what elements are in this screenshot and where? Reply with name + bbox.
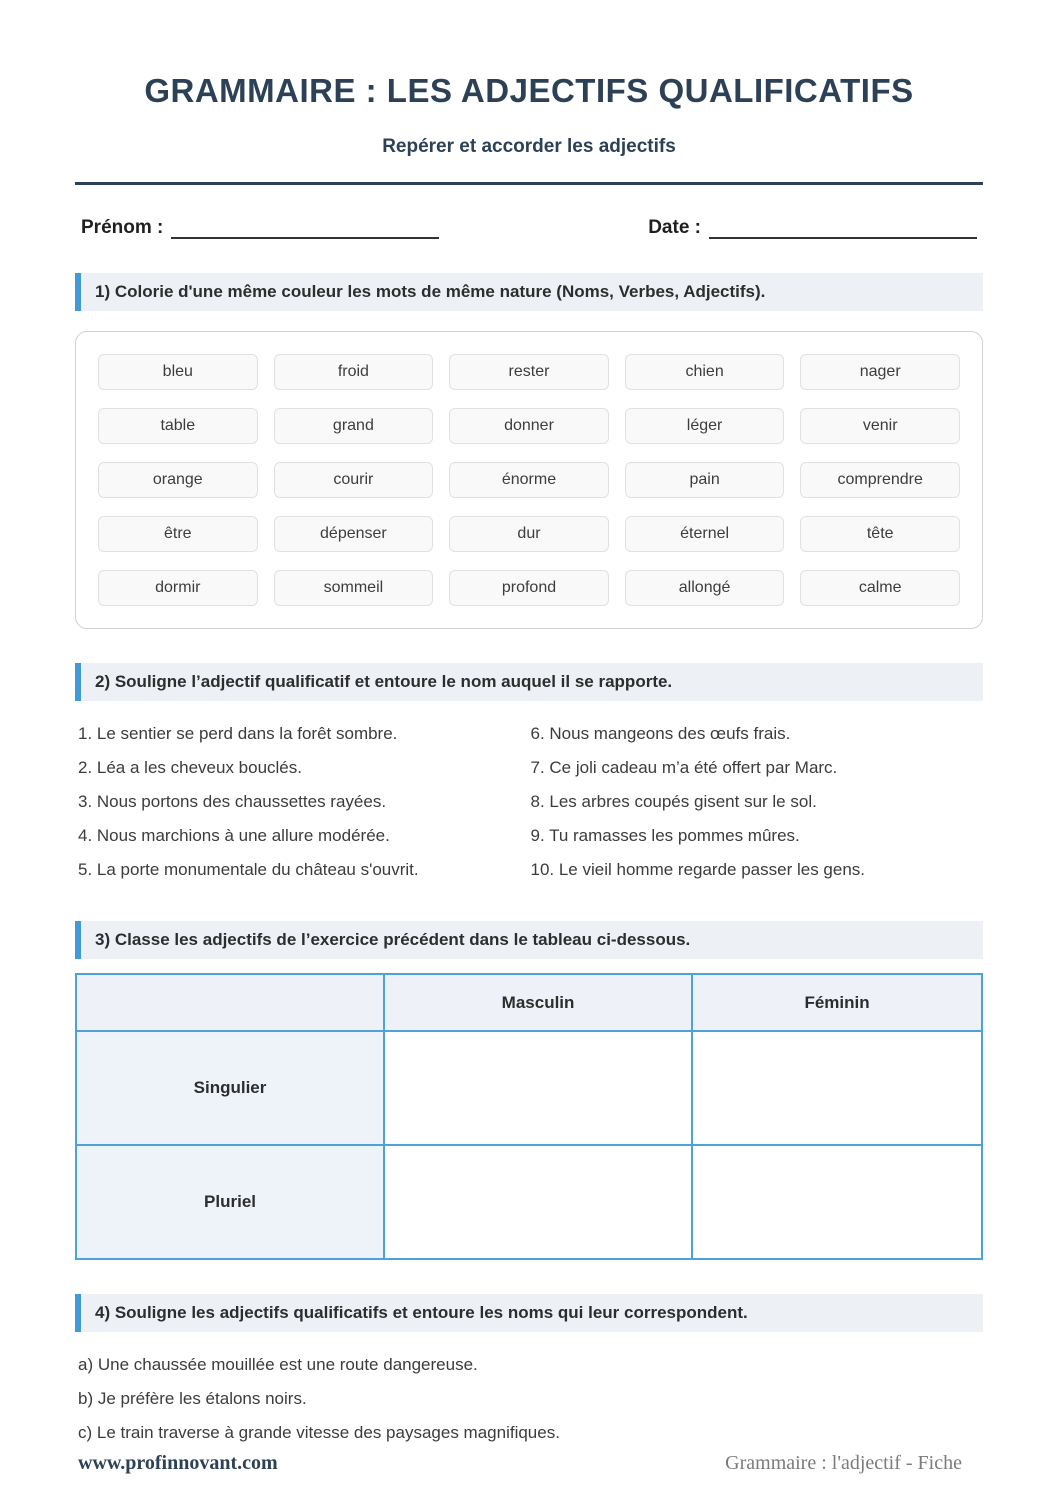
sentence: 7. Ce joli cadeau m’a été offert par Marc. <box>530 758 838 777</box>
identity-fields <box>75 217 983 239</box>
word-chip[interactable]: être <box>98 516 258 552</box>
exercise-2-sentences <box>75 717 983 887</box>
cell-singulier-feminin[interactable] <box>692 1031 982 1145</box>
exercise-1-heading: 1) Colorie d'une même couleur les mots de même nature (Noms, Verbes, Adjectifs). <box>75 273 983 311</box>
table-header-row <box>76 974 982 1031</box>
word-chip[interactable]: léger <box>625 408 785 444</box>
exercise-2-heading: 2) Souligne l’adjectif qualificatif et entoure le nom auquel il se rapporte. <box>75 663 983 701</box>
footer-website: www.profinnovant.com <box>78 1452 278 1474</box>
sentence-column-right <box>531 717 984 887</box>
page-footer <box>0 1452 1058 1497</box>
word-chip[interactable]: dépenser <box>274 516 434 552</box>
word-grid <box>98 354 960 606</box>
word-chip[interactable]: pain <box>625 462 785 498</box>
sentence: 1. Le sentier se perd dans la forêt sombre. <box>78 724 398 743</box>
word-chip[interactable]: venir <box>800 408 960 444</box>
word-chip[interactable]: orange <box>98 462 258 498</box>
sentence: 9. Tu ramasses les pommes mûres. <box>530 826 800 845</box>
column-header-masculin: Masculin <box>384 974 692 1031</box>
sentence: 6. Nous mangeons des œufs frais. <box>530 724 791 743</box>
worksheet-page <box>75 0 983 1450</box>
first-name-field-group <box>81 217 439 239</box>
word-chip[interactable]: énorme <box>449 462 609 498</box>
word-chip[interactable]: calme <box>800 570 960 606</box>
classification-table <box>75 973 983 1260</box>
sentence: 2. Léa a les cheveux bouclés. <box>78 758 302 777</box>
date-input-line[interactable] <box>709 217 977 239</box>
sentence: a) Une chaussée mouillée est une route dangereuse. <box>78 1355 478 1374</box>
word-chip[interactable]: sommeil <box>274 570 434 606</box>
word-panel <box>75 331 983 629</box>
word-chip[interactable]: tête <box>800 516 960 552</box>
word-chip[interactable]: courir <box>274 462 434 498</box>
sentence: 10. Le vieil homme regarde passer les gens. <box>530 860 866 879</box>
sentence: 3. Nous portons des chaussettes rayées. <box>78 792 387 811</box>
word-chip[interactable]: dur <box>449 516 609 552</box>
column-header-feminin: Féminin <box>692 974 982 1031</box>
cell-singulier-masculin[interactable] <box>384 1031 692 1145</box>
row-label-singulier: Singulier <box>76 1031 384 1145</box>
page-subtitle: Repérer et accorder les adjectifs <box>382 136 676 157</box>
page-title: GRAMMAIRE : LES ADJECTIFS QUALIFICATIFS <box>144 72 914 109</box>
word-chip[interactable]: grand <box>274 408 434 444</box>
first-name-input-line[interactable] <box>171 217 439 239</box>
first-name-label: Prénom : <box>81 217 164 238</box>
sentence: c) Le train traverse à grande vitesse des paysages magnifiques. <box>78 1423 560 1442</box>
exercise-3-heading: 3) Classe les adjectifs de l’exercice précédent dans le tableau ci-dessous. <box>75 921 983 959</box>
word-chip[interactable]: profond <box>449 570 609 606</box>
sentence: 8. Les arbres coupés gisent sur le sol. <box>530 792 817 811</box>
cell-pluriel-feminin[interactable] <box>692 1145 982 1259</box>
sentence: 4. Nous marchions à une allure modérée. <box>78 826 390 845</box>
sentence: b) Je préfère les étalons noirs. <box>78 1389 307 1408</box>
sentence: 5. La porte monumentale du château s'ouvrit. <box>78 860 419 879</box>
word-chip[interactable]: chien <box>625 354 785 390</box>
word-chip[interactable]: rester <box>449 354 609 390</box>
table-row-pluriel <box>76 1145 982 1259</box>
word-chip[interactable]: donner <box>449 408 609 444</box>
exercise-4-heading: 4) Souligne les adjectifs qualificatifs et entoure les noms qui leur correspondent. <box>75 1294 983 1332</box>
word-chip[interactable]: bleu <box>98 354 258 390</box>
word-chip[interactable]: froid <box>274 354 434 390</box>
exercise-4-sentences <box>75 1348 983 1450</box>
date-label: Date : <box>648 217 701 238</box>
word-chip[interactable]: table <box>98 408 258 444</box>
sentence-column-left <box>78 717 531 887</box>
table-row-singulier <box>76 1031 982 1145</box>
date-field-group <box>648 217 977 239</box>
word-chip[interactable]: éternel <box>625 516 785 552</box>
title-divider <box>75 182 983 185</box>
word-chip[interactable]: allongé <box>625 570 785 606</box>
word-chip[interactable]: nager <box>800 354 960 390</box>
word-chip[interactable]: comprendre <box>800 462 960 498</box>
word-chip[interactable]: dormir <box>98 570 258 606</box>
table-corner-cell <box>76 974 384 1031</box>
row-label-pluriel: Pluriel <box>76 1145 384 1259</box>
cell-pluriel-masculin[interactable] <box>384 1145 692 1259</box>
footer-doc-label: Grammaire : l'adjectif - Fiche <box>725 1452 962 1474</box>
